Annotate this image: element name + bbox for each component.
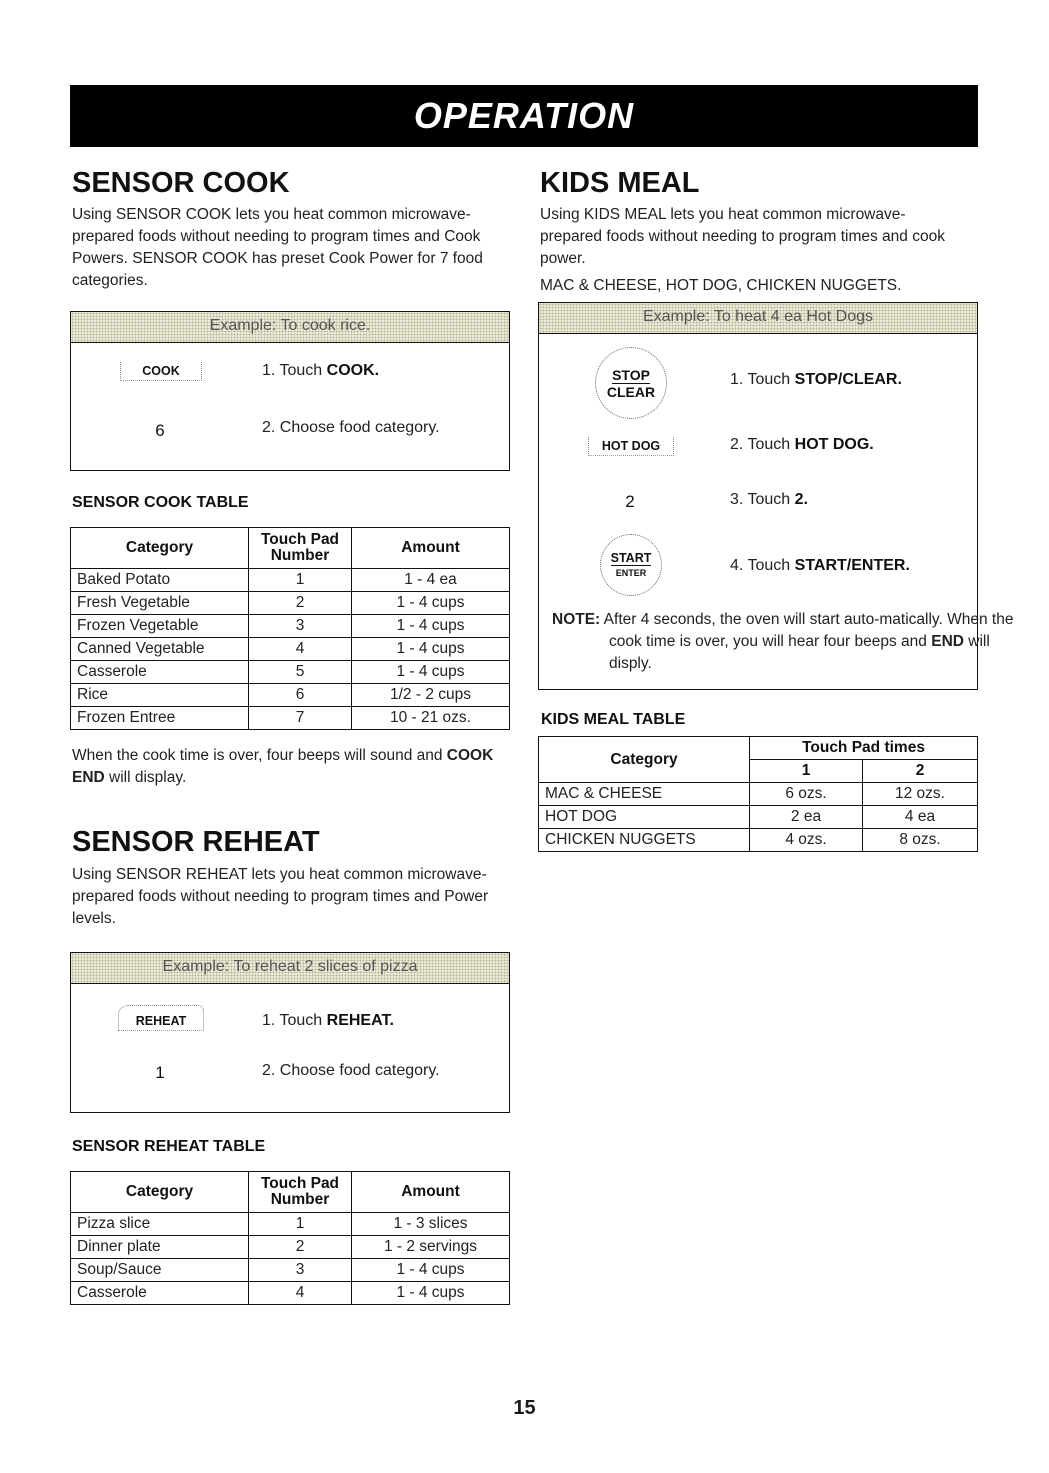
example-title: Example: To heat 4 ea Hot Dogs [539,303,977,334]
number-pad-2[interactable]: 2 [625,492,635,511]
table-cell: 1 [249,1213,352,1236]
hot-dog-pad-button[interactable]: HOT DOG [588,437,674,456]
kids-meal-intro: Using KIDS MEAL lets you heat common microwave-prepared foods without needing to program times and cook power. [540,206,945,267]
table-cell: 1 - 2 servings [352,1236,510,1259]
sensor-reheat-example-box [70,952,510,1113]
sensor-cook-table [70,527,510,730]
table-cell: Pizza slice [71,1213,249,1236]
table-cell: 1 - 4 cups [352,592,510,615]
table-cell: 7 [249,707,352,730]
reheat-pad-button[interactable]: REHEAT [118,1005,204,1031]
sensor-reheat-table-title: SENSOR REHEAT TABLE [72,1138,266,1155]
table-cell: Dinner plate [71,1236,249,1259]
table-cell: 6 [249,684,352,707]
table-cell: Rice [71,684,249,707]
col-category: Category [71,528,249,569]
table-cell: 2 [249,1236,352,1259]
stop-clear-button[interactable]: STOP CLEAR [595,347,667,419]
sensor-cook-step-1: 1. Touch COOK. [262,362,380,379]
sensor-cook-after-note: When the cook time is over, four beeps will sound and COOK END will display. [72,747,494,786]
kids-meal-step-4: 4. Touch START/ENTER. [730,557,910,574]
table-cell: 3 [249,1259,352,1282]
col-category: Category [539,737,750,783]
table-cell: 1 - 4 cups [352,661,510,684]
table-cell: 4 ozs. [750,829,863,852]
table-cell: 6 ozs. [750,783,863,806]
table-cell: Soup/Sauce [71,1259,249,1282]
table-row [539,806,978,829]
table-row [71,1236,510,1259]
page-banner: OPERATION [70,85,978,147]
table-cell: 5 [249,661,352,684]
col-times-2: 2 [863,760,978,783]
sensor-cook-table-title: SENSOR COOK TABLE [72,494,249,511]
table-row [71,592,510,615]
table-cell: Fresh Vegetable [71,592,249,615]
table-cell: 1 - 4 cups [352,1259,510,1282]
sensor-reheat-step-1: 1. Touch REHEAT. [262,1012,394,1029]
table-cell: 10 - 21 ozs. [352,707,510,730]
kids-meal-table-title: KIDS MEAL TABLE [541,711,686,728]
table-row [71,569,510,592]
table-cell: 12 ozs. [863,783,978,806]
sensor-cook-step-2: 2. Choose food category. [262,419,440,436]
sensor-reheat-intro: Using SENSOR REHEAT lets you heat common microwave-prepared foods without needing to program times and Power levels. [72,866,489,927]
start-enter-button[interactable]: START ENTER [600,534,662,596]
kids-meal-note: NOTE: After 4 seconds, the oven will start auto-matically. When the cook time is over, you will hear four beeps and END will disply. [552,611,1014,672]
number-pad-1[interactable]: 1 [155,1063,165,1082]
table-cell: Frozen Entree [71,707,249,730]
example-title: Example: To reheat 2 slices of pizza [71,953,509,984]
cook-pad-button[interactable]: COOK [120,362,202,381]
sensor-cook-intro: Using SENSOR COOK lets you heat common microwave-prepared foods without needing to program times and Cook Powers. SENSOR COOK has preset Cook Power for 7 food categories. [72,206,483,289]
page-number: 15 [513,1397,536,1419]
table-row [539,829,978,852]
table-cell: 8 ozs. [863,829,978,852]
kids-meal-table [538,736,978,852]
sensor-cook-heading: SENSOR COOK [72,167,290,199]
number-pad-6[interactable]: 6 [155,421,165,440]
col-times-1: 1 [750,760,863,783]
table-row [71,1259,510,1282]
kids-meal-step-2: 2. Touch HOT DOG. [730,436,874,453]
table-row [71,1213,510,1236]
sensor-reheat-table [70,1171,510,1305]
kids-meal-step-3: 3. Touch 2. [730,491,808,508]
table-row [71,1282,510,1305]
table-row [71,684,510,707]
table-cell: Baked Potato [71,569,249,592]
table-row [71,661,510,684]
table-cell: Casserole [71,661,249,684]
table-cell: 1 - 4 cups [352,615,510,638]
col-touch-pad-times: Touch Pad times [750,737,978,760]
col-touch-pad-number: Touch Pad Number [249,528,352,569]
sensor-reheat-heading: SENSOR REHEAT [72,826,320,858]
col-category: Category [71,1172,249,1213]
table-cell: 2 ea [750,806,863,829]
table-cell: 1 - 4 cups [352,1282,510,1305]
table-cell: 4 ea [863,806,978,829]
sensor-reheat-step-2: 2. Choose food category. [262,1062,440,1079]
kids-meal-step-1: 1. Touch STOP/CLEAR. [730,371,902,388]
table-row [71,707,510,730]
table-cell: Canned Vegetable [71,638,249,661]
table-row [71,638,510,661]
sensor-cook-example-box [70,311,510,471]
table-cell: HOT DOG [539,806,750,829]
table-cell: 1 [249,569,352,592]
table-cell: 1 - 4 ea [352,569,510,592]
table-cell: CHICKEN NUGGETS [539,829,750,852]
table-cell: Frozen Vegetable [71,615,249,638]
table-cell: 4 [249,1282,352,1305]
table-cell: 1/2 - 2 cups [352,684,510,707]
table-cell: MAC & CHEESE [539,783,750,806]
kids-meal-heading: KIDS MEAL [540,167,700,199]
table-cell: 2 [249,592,352,615]
example-title: Example: To cook rice. [71,312,509,343]
kids-meal-items: MAC & CHEESE, HOT DOG, CHICKEN NUGGETS. [540,277,902,294]
table-row [539,783,978,806]
table-cell: 4 [249,638,352,661]
table-cell: Casserole [71,1282,249,1305]
table-cell: 3 [249,615,352,638]
table-row [71,615,510,638]
col-touch-pad-number: Touch Pad Number [249,1172,352,1213]
col-amount: Amount [352,1172,510,1213]
col-amount: Amount [352,528,510,569]
table-cell: 1 - 4 cups [352,638,510,661]
table-cell: 1 - 3 slices [352,1213,510,1236]
